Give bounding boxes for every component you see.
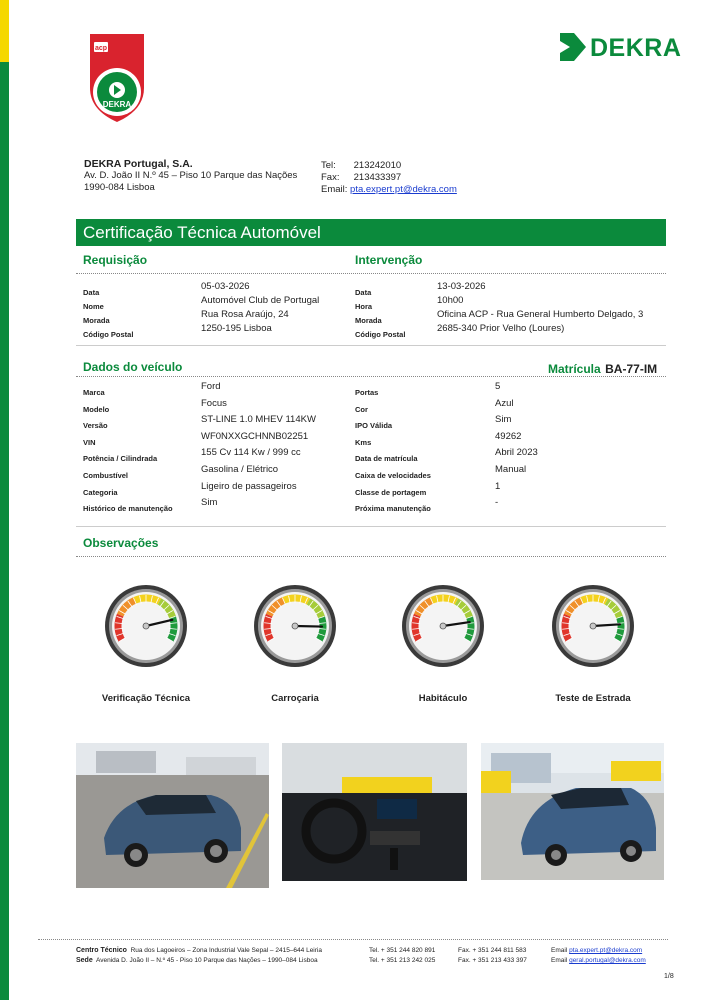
vehicle-photo-front xyxy=(76,743,269,888)
field-row xyxy=(355,432,665,449)
field-value: Ligeiro de passageiros xyxy=(201,480,297,492)
divider xyxy=(76,556,666,557)
field-label: Data de matrícula xyxy=(355,454,418,464)
field-label: Morada xyxy=(355,316,382,325)
side-strip-green xyxy=(0,0,9,1000)
footer-divider xyxy=(38,939,668,940)
vehicle-heading: Dados do veículo xyxy=(83,360,183,374)
field-value: 5 xyxy=(495,381,501,392)
field-value: Gasolina / Elétrico xyxy=(201,463,279,475)
vehicle-right-fields xyxy=(355,382,665,515)
field-label: Caixa de velocidades xyxy=(355,470,431,480)
field-label: Data xyxy=(83,288,100,297)
divider xyxy=(76,273,666,274)
field-value: Sim xyxy=(201,497,218,509)
field-row xyxy=(83,296,343,310)
footer-sede-email-link[interactable]: geral.portugal@dekra.com xyxy=(569,957,646,964)
footer-email-label: Email xyxy=(551,947,568,954)
vehicle-left-fields xyxy=(83,382,343,515)
gauge-icon xyxy=(401,584,485,668)
field-row xyxy=(83,310,343,324)
field-row xyxy=(355,399,665,416)
footer-centro-email-link[interactable]: pta.expert.pt@dekra.com xyxy=(569,947,643,954)
field-row xyxy=(83,282,343,296)
divider xyxy=(76,376,666,377)
field-value: Azul xyxy=(495,397,514,409)
gauge-icon xyxy=(551,584,635,668)
field-label: Versão xyxy=(83,421,108,431)
fax-label: Fax: xyxy=(321,172,340,183)
requisicao-fields xyxy=(83,282,343,338)
field-value: Manual xyxy=(495,463,527,475)
field-label: Classe de portagem xyxy=(355,487,427,497)
tel-value: 213242010 xyxy=(353,160,402,171)
field-value: Ford xyxy=(201,381,221,392)
email-link[interactable]: pta.expert.pt@dekra.com xyxy=(350,184,457,195)
field-value: Rua Rosa Araújo, 24 xyxy=(201,309,289,320)
field-row xyxy=(83,415,343,432)
observacoes-heading: Observações xyxy=(83,536,159,550)
field-row xyxy=(355,310,665,324)
field-label: Portas xyxy=(355,388,379,397)
field-value: 10h00 xyxy=(437,295,464,306)
field-label: Potência / Cilindrada xyxy=(83,454,158,464)
dekra-arrow-icon xyxy=(558,31,588,63)
company-address-1: Av. D. João II N.º 45 – Piso 10 Parque das Nações xyxy=(84,170,298,181)
field-label: Data xyxy=(355,288,372,297)
field-value: 49262 xyxy=(495,430,522,442)
gauge-label: Teste de Estrada xyxy=(555,693,631,704)
field-label: Combustível xyxy=(83,470,129,480)
field-label: Nome xyxy=(83,302,104,311)
email-label: Email: xyxy=(321,184,348,195)
field-value: 2685-340 Prior Velho (Loures) xyxy=(437,323,565,334)
gauge-icon xyxy=(253,584,337,668)
field-row xyxy=(355,382,665,399)
footer-addresses xyxy=(76,946,376,966)
field-row xyxy=(83,448,343,465)
intervencao-heading: Intervenção xyxy=(355,253,423,267)
field-value: Oficina ACP - Rua General Humberto Delgado, 3 xyxy=(437,309,644,320)
field-row xyxy=(355,465,665,482)
footer-emails xyxy=(551,946,646,966)
footer-centro-fax: Fax. + 351 244 811 583 xyxy=(458,947,527,954)
gauge-label: Carroçaria xyxy=(271,693,319,704)
vehicle-photo-interior xyxy=(282,743,467,881)
field-label: Cor xyxy=(355,404,368,414)
footer-email-label: Email xyxy=(551,957,568,964)
field-label: Código Postal xyxy=(355,330,406,339)
company-contact xyxy=(321,160,457,196)
seal-brand-text: DEKRA xyxy=(102,100,132,109)
field-label: Categoria xyxy=(83,487,118,497)
field-row xyxy=(355,498,665,515)
footer-centro-address: Rua dos Lagoeiros – Zona Industrial Vale Sepal – 2415–644 Leiria xyxy=(130,947,322,954)
field-label: Kms xyxy=(355,437,372,447)
field-value: Sim xyxy=(495,414,512,426)
footer-centro-label: Centro Técnico xyxy=(76,947,127,954)
divider xyxy=(76,345,666,346)
field-row xyxy=(83,382,343,399)
field-row xyxy=(355,282,665,296)
footer-sede-address: Avenida D. João II – N.º 45 - Piso 10 Parque das Nações – 1990–084 Lisboa xyxy=(96,957,318,964)
field-value: Automóvel Club de Portugal xyxy=(201,295,320,306)
vehicle-photo-rear xyxy=(481,743,664,880)
requisicao-heading: Requisição xyxy=(83,253,148,267)
field-value: 13-03-2026 xyxy=(437,281,486,292)
field-label: Próxima manutenção xyxy=(355,504,431,514)
field-value: Focus xyxy=(201,397,227,409)
field-row xyxy=(355,415,665,432)
field-label: Código Postal xyxy=(83,330,134,339)
field-row xyxy=(83,399,343,416)
field-value: 1250-195 Lisboa xyxy=(201,323,272,334)
field-row xyxy=(355,296,665,310)
field-label: IPO Válida xyxy=(355,421,393,431)
field-label: VIN xyxy=(83,437,96,447)
field-value: 155 Cv 114 Kw / 999 cc xyxy=(201,447,301,459)
page-number: 1/8 xyxy=(664,973,674,980)
document-title: Certificação Técnica Automóvel xyxy=(76,219,666,246)
footer-centro-tel: Tel. + 351 244 820 891 xyxy=(369,947,436,954)
field-value: ST-LINE 1.0 MHEV 114KW xyxy=(201,414,316,426)
field-label: Hora xyxy=(355,302,373,311)
gauge-label: Habitáculo xyxy=(418,693,468,704)
field-label: Morada xyxy=(83,316,110,325)
field-value: 05-03-2026 xyxy=(201,281,250,292)
field-row xyxy=(83,498,343,515)
footer-tels xyxy=(369,946,435,966)
footer-sede-fax: Fax. + 351 213 433 397 xyxy=(458,957,527,964)
field-row xyxy=(83,482,343,499)
company-name: DEKRA Portugal, S.A. xyxy=(84,158,193,170)
field-label: Histórico de manutenção xyxy=(83,504,173,514)
tel-label: Tel: xyxy=(321,160,336,171)
acp-seal-icon xyxy=(84,30,150,124)
field-row xyxy=(355,324,665,338)
field-row xyxy=(355,482,665,499)
footer-sede-label: Sede xyxy=(76,957,93,964)
plate-value: BA-77-IM xyxy=(605,362,658,376)
brand-logo-text: DEKRA xyxy=(590,34,682,62)
field-row xyxy=(83,324,343,338)
side-strip-yellow xyxy=(0,0,9,62)
field-value: Abril 2023 xyxy=(495,447,538,459)
seal-top-text: acp xyxy=(94,45,108,52)
footer-faxes xyxy=(458,946,527,966)
gauge-icon xyxy=(104,584,188,668)
company-info xyxy=(84,158,297,194)
divider xyxy=(76,526,666,527)
field-label: Modelo xyxy=(83,404,110,414)
intervencao-fields xyxy=(355,282,665,338)
field-value: WF0NXXGCHNNB02251 xyxy=(201,430,309,442)
field-row xyxy=(83,465,343,482)
field-row xyxy=(355,448,665,465)
field-row xyxy=(83,432,343,449)
field-label: Marca xyxy=(83,388,105,397)
plate-label: Matrícula xyxy=(548,362,601,376)
company-address-2: 1990-084 Lisboa xyxy=(84,182,155,193)
field-value: - xyxy=(495,497,499,509)
gauge-label: Verificação Técnica xyxy=(101,693,191,704)
fax-value: 213433397 xyxy=(353,172,402,183)
footer-sede-tel: Tel. + 351 213 242 025 xyxy=(369,957,436,964)
field-value: 1 xyxy=(495,480,501,492)
